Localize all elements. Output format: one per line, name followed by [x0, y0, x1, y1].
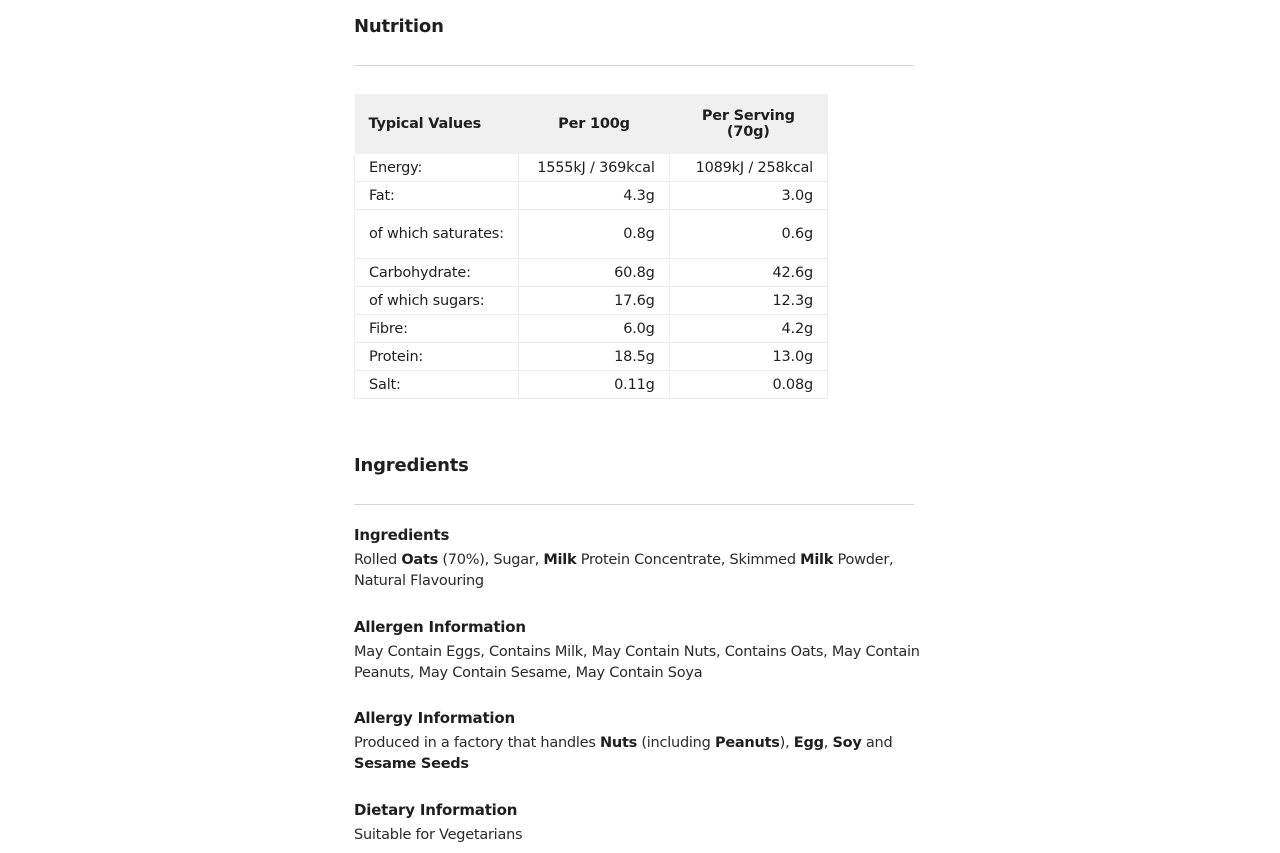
allergen-section: [354, 618, 944, 684]
allergen-highlight: Egg: [793, 735, 824, 751]
nutrition-table: [354, 94, 828, 399]
row-label: Salt:: [355, 371, 519, 399]
ingredients-section: [354, 526, 944, 592]
table-row: [355, 287, 828, 315]
ingredients-text: Rolled Oats (70%), Sugar, Milk Protein Concentrate, Skimmed Milk Powder, Natural Flavouring: [354, 552, 894, 589]
row-per-serving: 4.2g: [669, 315, 827, 343]
row-per-serving: 3.0g: [669, 182, 827, 210]
row-label: Carbohydrate:: [355, 259, 519, 287]
row-per-serving: 1089kJ / 258kcal: [669, 154, 827, 182]
row-per-100g: 0.8g: [519, 210, 669, 259]
allergy-section: [354, 709, 944, 775]
ingredients-divider: [354, 504, 914, 505]
nutrition-header-row: [355, 94, 828, 154]
dietary-heading: Dietary Information: [354, 801, 518, 819]
row-per-serving: 12.3g: [669, 287, 827, 315]
row-per-serving: 0.08g: [669, 371, 827, 399]
row-label: Energy:: [355, 154, 519, 182]
row-per-100g: 6.0g: [519, 315, 669, 343]
header-per-serving: Per Serving (70g): [669, 94, 827, 154]
row-per-serving: 13.0g: [669, 343, 827, 371]
row-label: Fat:: [355, 182, 519, 210]
table-row: [355, 259, 828, 287]
row-per-100g: 17.6g: [519, 287, 669, 315]
header-per-100g: Per 100g: [519, 94, 669, 154]
allergen-highlight: Peanuts: [714, 735, 780, 751]
table-row: [355, 371, 828, 399]
table-row: [355, 343, 828, 371]
allergen-highlight: Sesame Seeds: [354, 756, 469, 772]
table-row: [355, 210, 828, 259]
table-row: [355, 182, 828, 210]
ingredients-heading: Ingredients: [354, 526, 450, 544]
allergen-heading: Allergen Information: [354, 618, 526, 636]
row-per-serving: 42.6g: [669, 259, 827, 287]
row-label: of which sugars:: [355, 287, 519, 315]
allergen-highlight: Nuts: [599, 735, 638, 751]
nutrition-title: Nutrition: [354, 16, 444, 37]
allergen-text: May Contain Eggs, Contains Milk, May Contain Nuts, Contains Oats, May Contain Peanuts, May Contain Sesame, May Contain Soya: [354, 644, 920, 681]
row-label: Fibre:: [355, 315, 519, 343]
allergen-highlight: Soy: [832, 735, 862, 751]
allergen-highlight: Oats: [401, 552, 439, 568]
row-label: Protein:: [355, 343, 519, 371]
dietary-text: Suitable for Vegetarians: [354, 827, 523, 843]
allergen-highlight: Milk: [543, 552, 577, 568]
row-per-serving: 0.6g: [669, 210, 827, 259]
row-per-100g: 0.11g: [519, 371, 669, 399]
row-per-100g: 60.8g: [519, 259, 669, 287]
row-per-100g: 1555kJ / 369kcal: [519, 154, 669, 182]
table-row: [355, 315, 828, 343]
table-row: [355, 154, 828, 182]
header-typical-values: Typical Values: [355, 94, 519, 154]
allergy-heading: Allergy Information: [354, 709, 515, 727]
allergy-text: Produced in a factory that handles Nuts (including Peanuts), Egg, Soy and Sesame Seeds: [354, 735, 893, 772]
ingredients-title: Ingredients: [354, 455, 469, 476]
row-per-100g: 18.5g: [519, 343, 669, 371]
nutrition-divider: [354, 65, 914, 66]
row-per-100g: 4.3g: [519, 182, 669, 210]
allergen-highlight: Milk: [800, 552, 834, 568]
row-label: of which saturates:: [355, 210, 519, 259]
dietary-section: [354, 801, 944, 846]
